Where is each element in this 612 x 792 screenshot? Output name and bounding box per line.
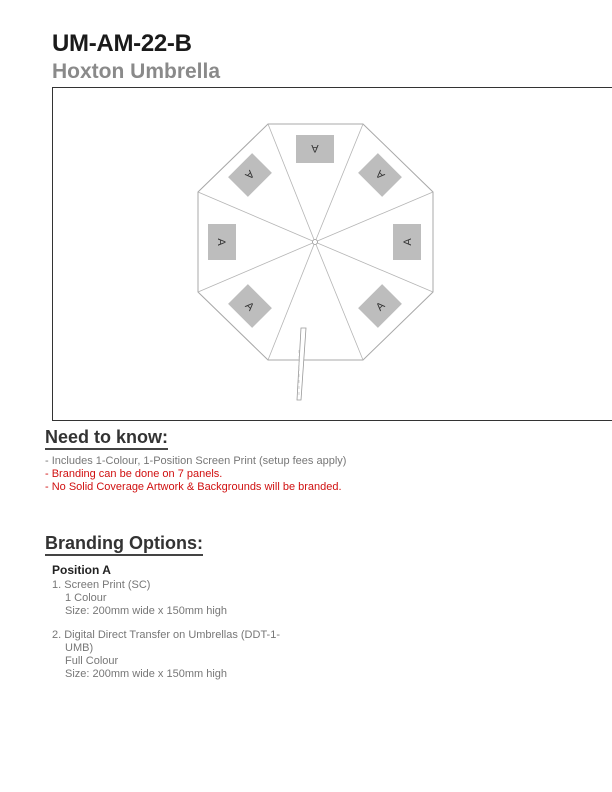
option-title: 1. Screen Print (SC) bbox=[52, 579, 151, 591]
branding-option bbox=[52, 629, 312, 681]
option-title: 2. Digital Direct Transfer on Umbrellas (DDT-1- bbox=[52, 629, 281, 641]
note-item: - Includes 1-Colour, 1-Position Screen Print (setup fees apply) bbox=[45, 455, 347, 467]
need-to-know-heading: Need to know: bbox=[45, 427, 168, 450]
option-colour: Full Colour bbox=[65, 655, 119, 667]
svg-text:A: A bbox=[402, 238, 414, 246]
branding-option bbox=[52, 579, 312, 618]
need-to-know-list bbox=[45, 455, 346, 494]
option-colour: 1 Colour bbox=[65, 592, 107, 604]
option-title-continued: UMB) bbox=[65, 642, 94, 654]
umbrella-center-cap bbox=[313, 240, 318, 245]
product-image-frame bbox=[52, 87, 612, 421]
svg-text:A: A bbox=[242, 167, 257, 182]
option-size: Size: 200mm wide x 150mm high bbox=[65, 668, 228, 680]
panel-right bbox=[393, 224, 421, 260]
position-title: Position A bbox=[52, 563, 111, 577]
branding-options-heading: Branding Options: bbox=[45, 533, 203, 556]
product-name: Hoxton Umbrella bbox=[52, 60, 221, 83]
svg-text:A: A bbox=[215, 238, 227, 246]
svg-text:A: A bbox=[373, 299, 388, 314]
svg-text:A: A bbox=[373, 167, 388, 182]
option-size: Size: 200mm wide x 150mm high bbox=[65, 605, 228, 617]
panel-top bbox=[296, 135, 334, 163]
product-code: UM-AM-22-B bbox=[52, 30, 192, 57]
svg-text:A: A bbox=[311, 142, 319, 154]
panel-left bbox=[208, 224, 236, 260]
svg-text:A: A bbox=[242, 299, 257, 314]
umbrella-diagram bbox=[53, 88, 612, 422]
note-item: - No Solid Coverage Artwork & Backgrounds will be branded. bbox=[45, 481, 342, 493]
note-item: - Branding can be done on 7 panels. bbox=[45, 468, 223, 480]
